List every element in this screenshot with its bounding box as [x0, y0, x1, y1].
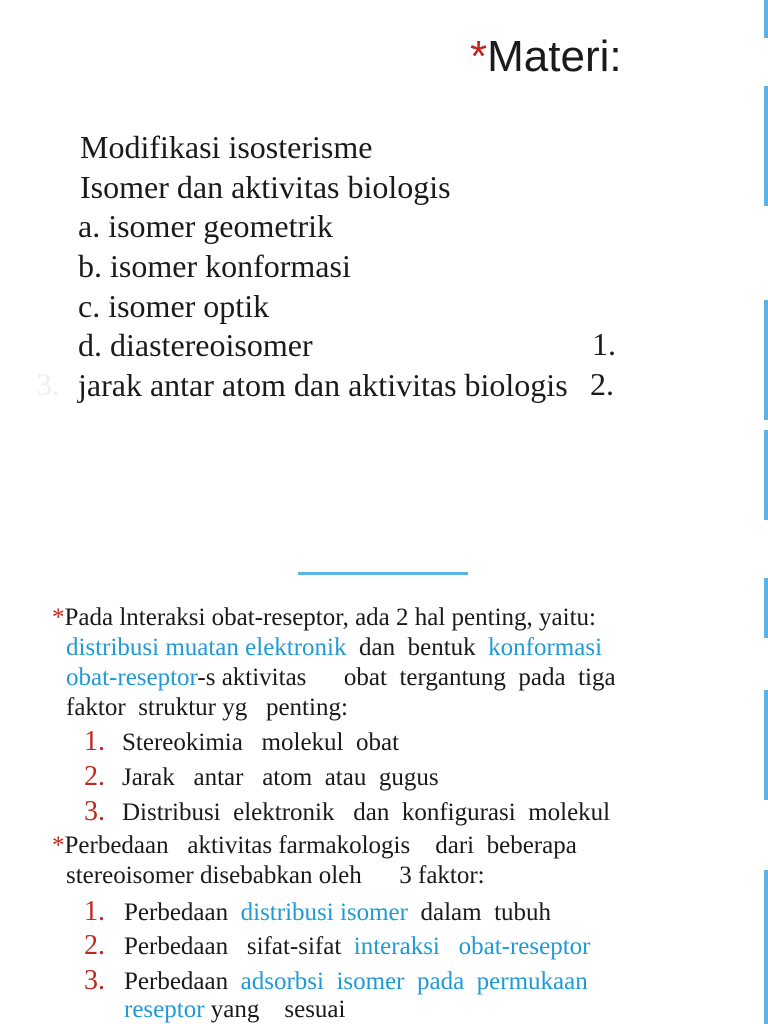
materi-line: jarak antar atom dan aktivitas biologis: [78, 367, 568, 403]
highlight-text: adsorbsi isomer pada permukaan: [240, 968, 588, 995]
ghost-number: 3.: [36, 366, 60, 402]
list-continuation: reseptor yang sesuai: [124, 996, 346, 1023]
highlight-text: distribusi muatan elektronik: [66, 634, 347, 661]
slide-title: [470, 32, 622, 82]
slide-edge-accent: [764, 870, 768, 1024]
materi-line: Modifikasi isosterisme: [80, 129, 373, 165]
list-item: 1. Perbedaan distribusi isomer dalam tubuh: [84, 896, 552, 927]
list-number: 1.: [84, 726, 105, 757]
para1-line: *Pada lnteraksi obat-reseptor, ada 2 hal penting, yaitu:: [52, 604, 596, 631]
bullet-star: *: [52, 604, 65, 631]
highlight-text: konformasi: [488, 634, 603, 661]
highlight-text: reseptor: [124, 996, 205, 1023]
slide-edge-accent: [764, 300, 768, 420]
list-number: 3.: [84, 796, 105, 827]
list-item: 3. Perbedaan adsorbsi isomer pada permukaan: [84, 965, 588, 996]
para2-line: stereoisomer disebabkan oleh 3 faktor:: [66, 862, 485, 889]
list-number: 2.: [84, 761, 105, 792]
slide-edge-accent: [764, 430, 768, 520]
list-number: 3.: [84, 965, 105, 996]
materi-line: d. diastereoisomer: [78, 327, 313, 363]
overlay-number: 1.: [592, 326, 616, 362]
list-item: 2. Jarak antar atom atau gugus: [84, 761, 439, 792]
materi-line: c. isomer optik: [78, 288, 270, 324]
para2-line: *Perbedaan aktivitas farmakologis dari beberapa: [52, 832, 577, 859]
list-item: 1. Stereokimia molekul obat: [84, 726, 400, 757]
slide-divider: [298, 572, 468, 575]
highlight-text: distribusi isomer: [240, 899, 408, 926]
title-star: *: [470, 32, 488, 81]
list-item: 2. Perbedaan sifat-sifat interaksi obat-reseptor: [84, 930, 591, 961]
list-number: 2.: [84, 930, 105, 961]
list-item: 3. Distribusi elektronik dan konfigurasi molekul: [84, 796, 611, 827]
para1-line: obat-reseptor-s aktivitas obat tergantung pada tiga: [66, 664, 616, 691]
highlight-text: obat-reseptor: [66, 664, 198, 691]
materi-line: b. isomer konformasi: [78, 248, 351, 284]
para1-line: faktor struktur yg penting:: [66, 694, 348, 721]
materi-line: Isomer dan aktivitas biologis: [80, 169, 451, 205]
slide-edge-accent: [764, 86, 768, 206]
overlay-number: 2.: [590, 366, 614, 402]
bullet-star: *: [52, 832, 65, 859]
highlight-text: interaksi obat-reseptor: [353, 933, 591, 960]
slide-edge-accent: [764, 578, 768, 638]
title-text: Materi:: [487, 32, 622, 81]
slide-edge-accent: [764, 690, 768, 800]
list-number: 1.: [84, 896, 105, 927]
para1-line: distribusi muatan elektronik dan bentuk konformasi: [66, 634, 603, 661]
slide-edge-accent: [764, 0, 768, 38]
materi-line: a. isomer geometrik: [78, 208, 334, 244]
